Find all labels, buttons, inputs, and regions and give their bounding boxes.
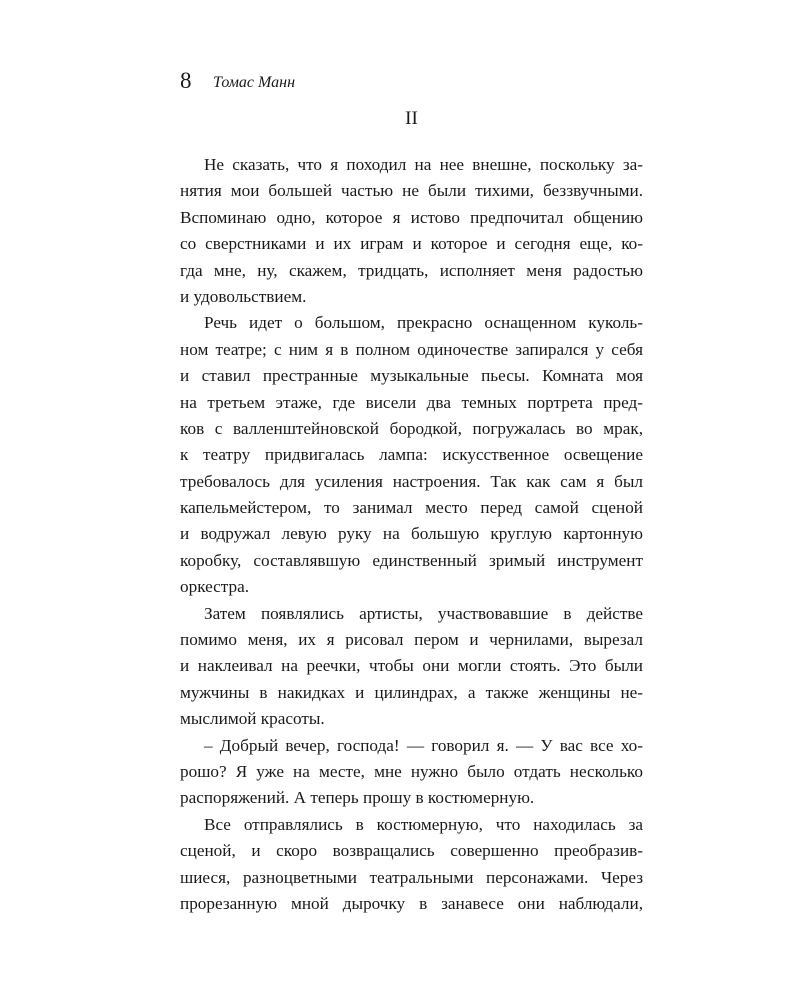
text-line: рошо? Я уже на месте, мне нужно было отдать несколько	[180, 761, 643, 781]
text-line: распоряжений. А теперь прошу в костюмерную.	[180, 788, 535, 808]
text-line: Затем появлялись артисты, участвовавшие в действе	[204, 603, 643, 623]
text-line: к театру придвигалась лампа: искусственное освещение	[180, 445, 643, 465]
text-line: Все отправлялись в костюмерную, что находилась за	[204, 814, 643, 834]
text-line: шиеся, разноцветными театральными персонажами. Через	[180, 867, 643, 887]
text-line: на третьем этаже, где висели два темных портрета пред-	[180, 392, 643, 412]
running-title: Томас Манн	[213, 74, 295, 91]
text-line: нятия мои большей частью не были тихими, беззвучными.	[180, 181, 643, 201]
text-line: гда мне, ну, скажем, тридцать, исполняет меня радостью	[180, 260, 643, 280]
text-line: коробку, составлявшую единственный зримый инструмент	[180, 550, 643, 570]
page-number: 8	[180, 68, 192, 93]
text-line: со сверстниками и их играм и которое и сегодня еще, ко-	[180, 234, 643, 254]
text-line: мужчины в накидках и цилиндрах, а также женщины не-	[180, 682, 643, 702]
text-line: – Добрый вечер, господа! — говорил я. — У вас все хо-	[204, 735, 643, 755]
text-line: ков с валленштейновской бородкой, погружалась во мрак,	[180, 418, 643, 438]
text-line: и удовольствием.	[180, 286, 307, 306]
text-line: требовалось для усиления настроения. Так как сам я был	[180, 471, 643, 491]
text-line: капельмейстером, то занимал место перед самой сценой	[180, 498, 643, 518]
chapter-heading: II	[405, 108, 418, 129]
text-line: и ставил престранные музыкальные пьесы. Комната моя	[180, 366, 643, 386]
text-line: мыслимой красоты.	[180, 709, 325, 729]
text-line: помимо меня, их я рисовал пером и чернилами, вырезал	[180, 630, 643, 650]
text-line: сценой, и скоро возвращались совершенно преобразив-	[180, 841, 643, 861]
text-line: Вспоминаю одно, которое я истово предпочитал общению	[180, 207, 643, 227]
text-line: и водружал левую руку на большую круглую картонную	[180, 524, 643, 544]
text-line: и наклеивал на реечки, чтобы они могли стоять. Это были	[180, 656, 643, 676]
text-line: оркестра.	[180, 577, 250, 597]
text-line: Речь идет о большом, прекрасно оснащенном куколь-	[204, 313, 643, 333]
body-text	[180, 152, 643, 917]
text-line: ном театре; с ним я в полном одиночестве запирался у себя	[180, 339, 643, 359]
text-line: прорезанную мной дырочку в занавесе они наблюдали,	[180, 893, 643, 913]
running-head	[180, 66, 650, 96]
text-line: Не сказать, что я походил на нее внешне, поскольку за-	[204, 155, 643, 174]
